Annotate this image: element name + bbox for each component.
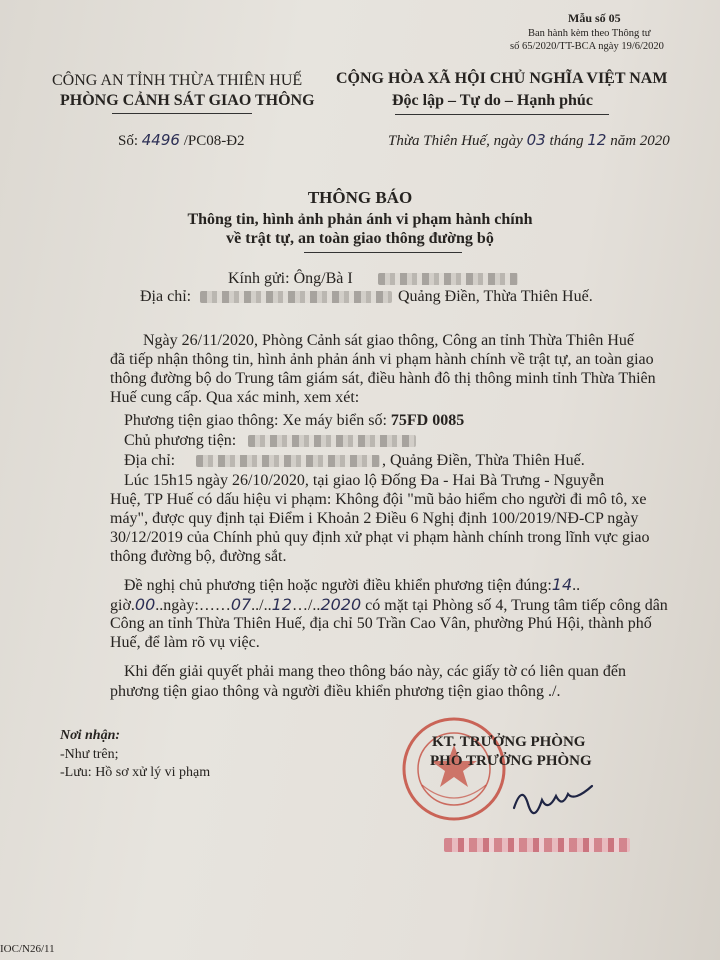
day-label: ngày: xyxy=(163,597,199,614)
recipient-address-label: Địa chỉ: xyxy=(140,288,192,305)
owner-address-visible: , Quảng Điền, Thừa Thiên Huế. xyxy=(382,452,585,469)
vehicle-line xyxy=(124,411,464,431)
place-month-handwritten: 12 xyxy=(587,131,607,149)
form-circular-line: số 65/2020/TT-BCA ngày 19/6/2020 xyxy=(510,41,664,52)
org-underline xyxy=(112,113,252,114)
redacted-name xyxy=(378,273,518,285)
notice-subtitle-1: Thông tin, hình ảnh phản ánh vi phạm hành chính xyxy=(187,211,533,228)
paragraph-3-line-3: Công an tỉnh Thừa Thiên Huế, địa chỉ 50 Trần Cao Vân, phường Phú Hội, thành phố xyxy=(110,615,652,632)
redacted-owner-address xyxy=(196,455,380,467)
paragraph-2-line-3: máy", được quy định tại Điểm i Khoản 2 Điều 6 Nghị định 100/2019/NĐ-CP ngày xyxy=(110,510,639,527)
appointment-year-handwritten: 2020 xyxy=(320,595,362,614)
appointment-month-handwritten: 12 xyxy=(271,595,292,614)
handwritten-signature-icon xyxy=(508,778,598,822)
form-number: Mẫu số 05 xyxy=(568,11,621,25)
owner-address-label: Địa chỉ: xyxy=(124,452,176,469)
paragraph-3-line-4: Huế, để làm rõ vụ việc. xyxy=(110,634,260,651)
paragraph-1-line-1: Ngày 26/11/2020, Phòng Cảnh sát giao thông, Công an tỉnh Thừa Thiên Huế xyxy=(143,332,634,349)
nation-line-1: CỘNG HÒA XÃ HỘI CHỦ NGHĨA VIỆT NAM xyxy=(336,70,668,87)
hour-label: giờ xyxy=(110,597,131,614)
appointment-location: có mặt tại Phòng số 4, Trung tâm tiếp công dân xyxy=(365,597,668,614)
paragraph-4-line-2: phương tiện giao thông và người điều khiển phương tiện giao thông ./. xyxy=(110,683,561,700)
paragraph-4-line-1: Khi đến giải quyết phải mang theo thông báo này, các giấy tờ có liên quan đến xyxy=(124,663,626,680)
place-date xyxy=(388,131,670,150)
appointment-minute-handwritten: 00 xyxy=(134,595,156,614)
title-underline xyxy=(304,252,462,253)
paragraph-2-line-2: Huệ, TP Huế có dấu hiệu vi phạm: Không đội "mũ bảo hiểm cho người đi mô tô, xe xyxy=(110,491,647,508)
footer-code: IOC/N26/11 xyxy=(0,943,55,955)
form-issued-line: Ban hành kèm theo Thông tư xyxy=(528,28,651,39)
place-month-label: tháng xyxy=(549,133,584,149)
place-day-handwritten: 03 xyxy=(526,131,546,149)
nation-line-2: Độc lập – Tự do – Hạnh phúc xyxy=(392,92,593,109)
place-year: năm 2020 xyxy=(606,133,670,149)
doc-number-suffix: /PC08-Đ2 xyxy=(179,133,245,149)
appointment-intro: Đề nghị chủ phương tiện hoặc người điều khiển phương tiện đúng: xyxy=(124,577,552,594)
notice-subtitle-2: về trật tự, an toàn giao thông đường bộ xyxy=(226,230,494,247)
paragraph-3-line-1: Đề nghị chủ phương tiện hoặc người điều khiển phương tiện đúng:14.. xyxy=(124,575,581,594)
redacted-signer-name xyxy=(444,838,630,852)
owner-label: Chủ phương tiện: xyxy=(124,432,237,449)
recipients-item-2: -Lưu: Hồ sơ xử lý vi phạm xyxy=(60,765,211,780)
motto-underline xyxy=(395,114,609,115)
license-plate: 75FD 0085 xyxy=(390,412,465,429)
paragraph-2-line-1: Lúc 15h15 ngày 26/10/2020, tại giao lộ Đống Đa - Hai Bà Trưng - Nguyễn xyxy=(124,472,605,489)
vehicle-label: Phương tiện giao thông: Xe máy biển số: xyxy=(124,412,391,429)
org-line-1: CÔNG AN TỈNH THỪA THIÊN HUẾ xyxy=(52,72,303,89)
place-date-prefix: Thừa Thiên Huế, ngày xyxy=(388,133,527,149)
signature-title-1: KT. TRƯỞNG PHÒNG xyxy=(432,734,586,750)
doc-number-handwritten: 4496 xyxy=(141,131,180,149)
paragraph-1-line-2: đã tiếp nhận thông tin, hình ảnh phản ánh vi phạm hành chính về trật tự, an toàn giao xyxy=(110,351,654,368)
recipients-item-1: -Như trên; xyxy=(60,747,119,762)
paragraph-1-line-3: thông đường bộ do Trung tâm giám sát, điều hành đô thị thông minh tỉnh Thừa Thiên xyxy=(110,370,656,387)
recipients-label: Nơi nhận: xyxy=(60,728,121,743)
paragraph-2-line-4: 30/12/2019 của Chính phủ quy định xử phạt vi phạm hành chính trong lĩnh vực giao xyxy=(110,529,650,546)
recipient-address-visible: Quảng Điền, Thừa Thiên Huế. xyxy=(398,288,593,305)
appointment-hour-handwritten: 14 xyxy=(551,575,573,594)
notice-title: THÔNG BÁO xyxy=(307,188,413,207)
paragraph-2-line-5: thông đường bộ, đường sắt. xyxy=(110,548,287,565)
paragraph-3-line-2: giờ.00..ngày:……07../..12…/..2020 có mặt tại Phòng số 4, Trung tâm tiếp công dân xyxy=(110,595,668,614)
doc-number-prefix: Số: xyxy=(118,133,142,149)
signature-title-2: PHÓ TRƯỞNG PHÒNG xyxy=(430,753,592,769)
org-line-2: PHÒNG CẢNH SÁT GIAO THÔNG xyxy=(60,92,315,109)
redacted-owner xyxy=(248,435,416,447)
redacted-address xyxy=(200,291,392,303)
recipient-label: Kính gửi: Ông/Bà I xyxy=(228,270,353,287)
paragraph-1-line-4: Huế cung cấp. Qua xác minh, xem xét: xyxy=(110,389,360,406)
appointment-day-handwritten: 07 xyxy=(230,595,252,614)
document-number xyxy=(118,131,245,150)
